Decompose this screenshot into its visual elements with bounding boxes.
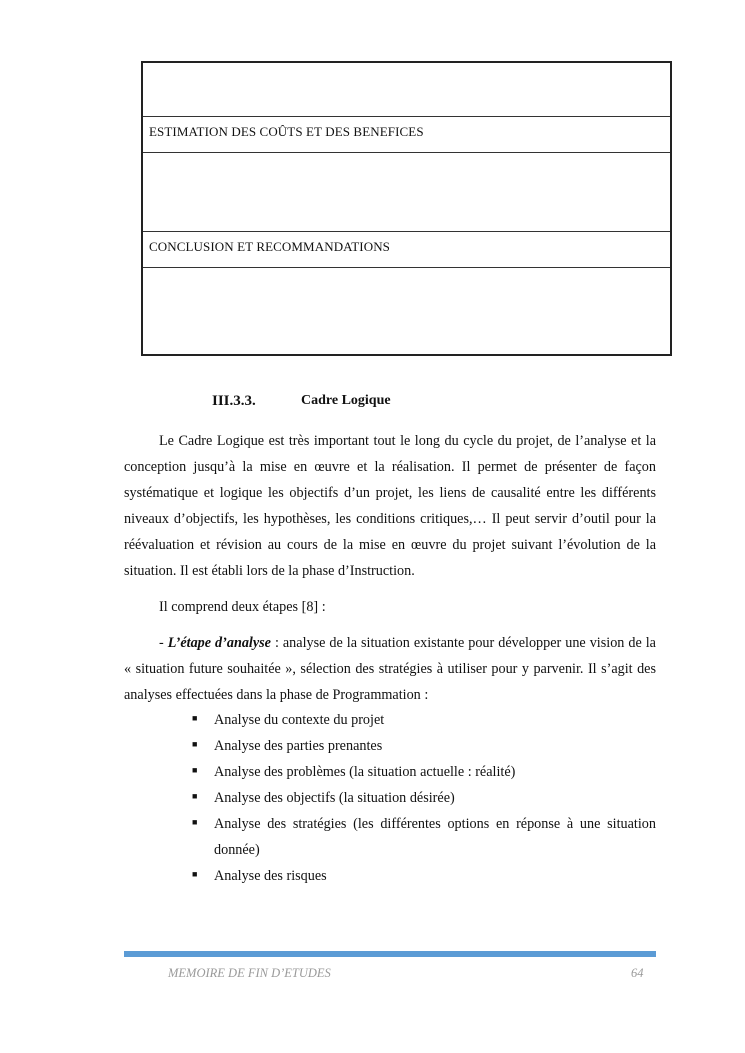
analysis-step-emphasis: L’étape d’analyse <box>167 635 271 651</box>
table-row-empty-3 <box>143 268 670 354</box>
square-bullet-icon <box>192 863 197 889</box>
page-number: 64 <box>631 966 644 980</box>
list-item-text: Analyse des objectifs (la situation désirée) <box>214 790 455 806</box>
analysis-step-text: : analyse de la situation existante pour développer une vision de la « situation future souhaitée », sélection des stratégies à utiliser pour y parvenir. Il s’agit des analyses effectuées dans la phase de Programmation : <box>124 635 656 703</box>
list-item-text: Analyse des risques <box>214 868 327 884</box>
list-item-text: Analyse des stratégies (les différentes options en réponse à une situation donnée) <box>214 816 656 858</box>
square-bullet-icon <box>192 733 197 759</box>
paragraph-analysis-step <box>124 630 656 708</box>
table-row-empty-2 <box>143 153 670 232</box>
footer-title: MEMOIRE DE FIN D’ETUDES <box>168 966 331 980</box>
square-bullet-icon <box>192 707 197 733</box>
paragraph-two-steps: Il comprend deux étapes [8] : <box>159 599 326 615</box>
list-item-text: Analyse des parties prenantes <box>214 738 383 754</box>
square-bullet-icon <box>192 759 197 785</box>
list-item <box>192 733 656 759</box>
analysis-step-prefix: - <box>159 635 168 651</box>
list-item <box>192 863 656 889</box>
list-item-text: Analyse du contexte du projet <box>214 712 385 728</box>
list-item <box>192 785 656 811</box>
section-title: Cadre Logique <box>301 393 391 408</box>
paragraph-cadre-logique: Le Cadre Logique est très important tout le long du cycle du projet, de l’analyse et la conception jusqu’à la mise en œuvre et la réalisation. Il permet de présenter de façon systématique et logique les objectifs d’un projet, les liens de causalité entre les différents niveaux d’objectifs, les hypothèses, les conditions critiques,… Il peut servir d’outil pour la réévaluation et révision au cours de la mise en œuvre du projet suivant l’évolution de la situation. Il est établi lors de la phase d’Instruction. <box>124 433 656 579</box>
square-bullet-icon <box>192 811 197 837</box>
section-number: III.3.3. <box>212 393 256 409</box>
list-item <box>192 811 656 863</box>
table-row-label: CONCLUSION ET RECOMMANDATIONS <box>149 239 391 254</box>
list-item-text: Analyse des problèmes (la situation actuelle : réalité) <box>214 764 516 780</box>
square-bullet-icon <box>192 785 197 811</box>
report-outline-table <box>141 61 672 356</box>
table-row-cost-estimation <box>143 117 670 153</box>
analysis-list <box>192 707 656 889</box>
table-row-conclusion <box>143 232 670 268</box>
list-item <box>192 759 656 785</box>
table-row-empty-1 <box>143 63 670 117</box>
footer-divider <box>124 951 656 957</box>
list-item <box>192 707 656 733</box>
table-row-label: ESTIMATION DES COÛTS ET DES BENEFICES <box>149 124 424 139</box>
